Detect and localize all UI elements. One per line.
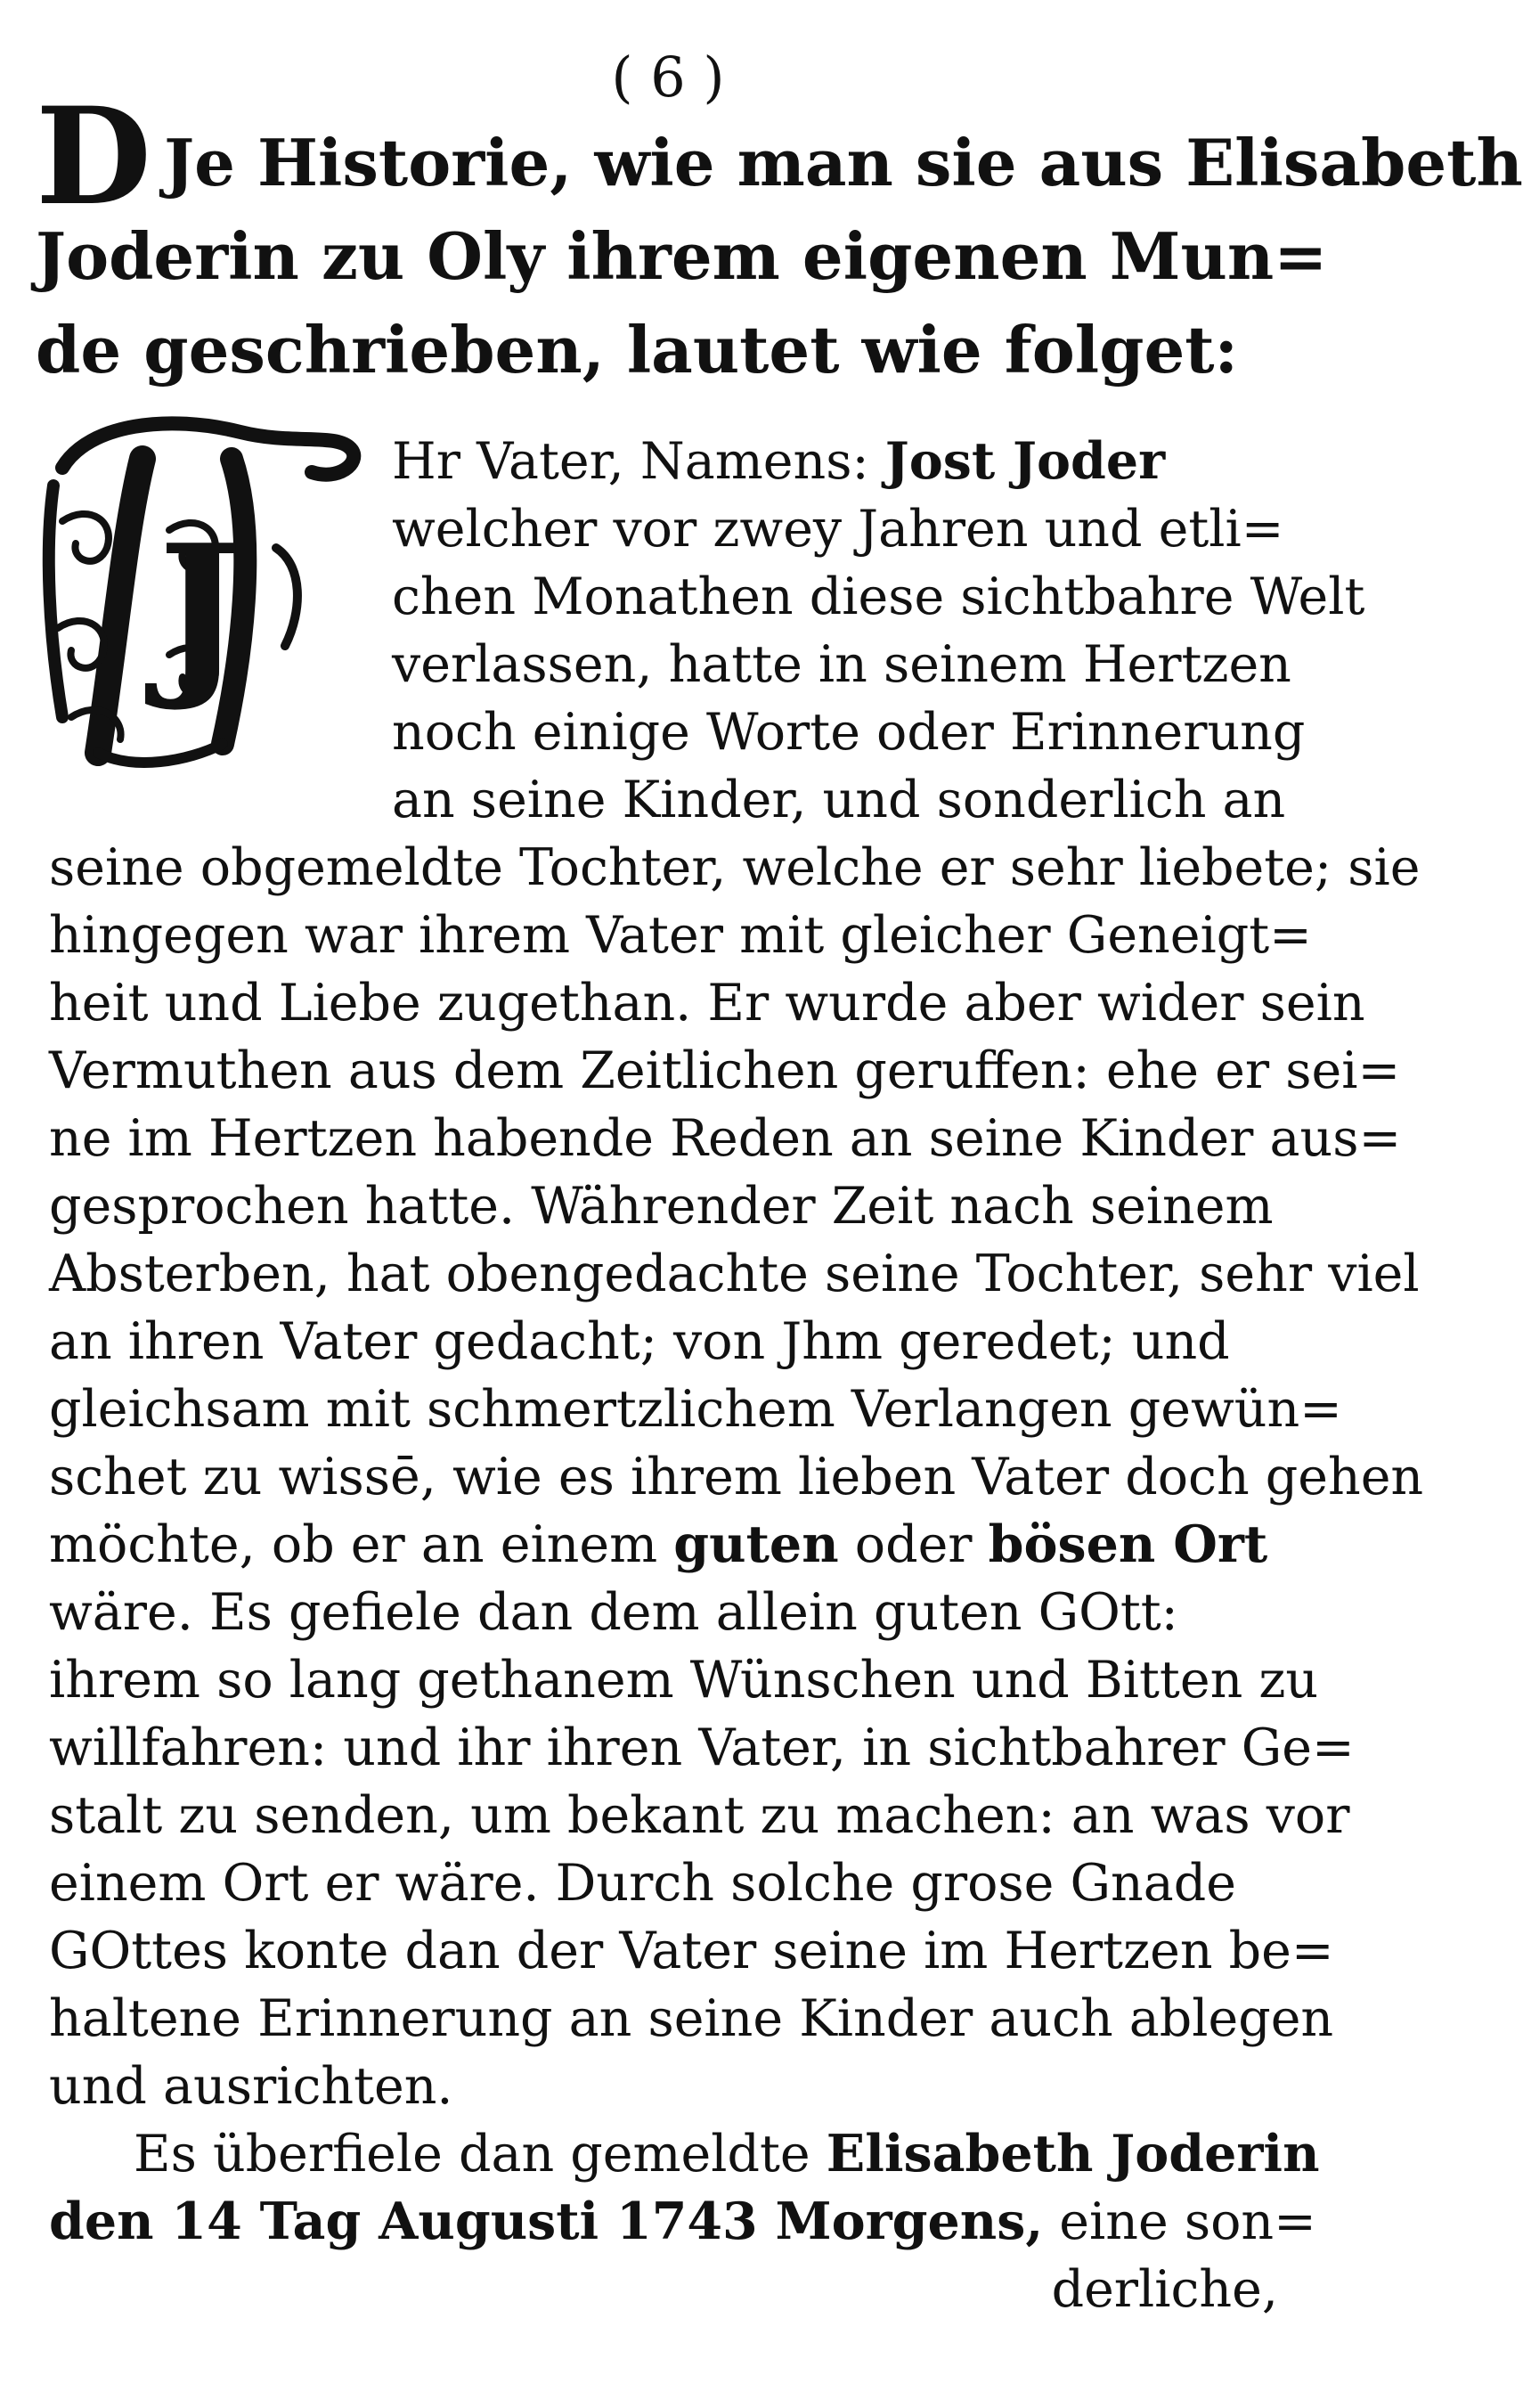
heading-line-2: Joderin zu Oly ihrem eigenen Mun= <box>36 218 1328 294</box>
body-line: gleichsam mit schmertzlichem Verlangen gewün= <box>49 1380 1342 1439</box>
catchword: derliche, <box>1051 2260 1278 2319</box>
body-line: an seine Kinder, und sonderlich an <box>392 771 1286 829</box>
heading-line-3: de geschrieben, lautet wie folget: <box>36 312 1239 388</box>
body-line: ihrem so lang gethanem Wünschen und Bitten zu <box>49 1651 1319 1710</box>
body-line: seine obgemeldte Tochter, welche er sehr liebete; sie <box>49 838 1421 897</box>
body-line: willfahren: und ihr ihren Vater, in sichtbahrer Ge= <box>49 1718 1355 1777</box>
body-line: heit und Liebe zugethan. Er wurde aber wider sein <box>49 974 1365 1033</box>
emphasis-boesen-ort: bösen Ort <box>988 1514 1268 1574</box>
body-line: Es überfiele dan gemeldte Elisabeth Joderin <box>134 2124 1320 2184</box>
name-elisabeth-joderin: Elisabeth Joderin <box>826 2124 1320 2184</box>
body-line: chen Monathen diese sichtbahre Welt <box>392 567 1365 626</box>
emphasis-guten: guten <box>673 1514 839 1574</box>
date-emphasis: den 14 Tag Augusti 1743 Morgens, <box>49 2192 1044 2251</box>
body-line: schet zu wissē, wie es ihrem lieben Vater doch gehen <box>49 1448 1424 1506</box>
body-text <box>49 428 1424 2323</box>
body-line: GOttes konte dan der Vater seine im Hertzen be= <box>49 1922 1334 1980</box>
body-line: hingegen war ihrem Vater mit gleicher Geneigt= <box>49 906 1312 965</box>
body-line: einem Ort er wäre. Durch solche grose Gnade <box>49 1854 1236 1913</box>
body-line: gesprochen hatte. Währender Zeit nach seinem <box>49 1177 1274 1236</box>
body-line: möchte, ob er an einem guten oder bösen Ort <box>49 1514 1268 1574</box>
body-line: ne im Hertzen habende Reden an seine Kinder aus= <box>49 1109 1402 1168</box>
body-line: verlassen, hatte in seinem Hertzen <box>392 635 1291 694</box>
body-line: haltene Erinnerung an seine Kinder auch ablegen <box>49 1989 1334 2048</box>
page-number: ( 6 ) <box>611 45 725 110</box>
body-line: den 14 Tag Augusti 1743 Morgens, eine son= <box>49 2192 1316 2251</box>
heading <box>36 78 1523 396</box>
name-jost-joder: Jost Joder <box>884 431 1166 491</box>
body-line: welcher vor zwey Jahren und etli= <box>392 500 1284 559</box>
body-line: wäre. Es gefiele dan dem allein guten GOtt: <box>49 1583 1178 1642</box>
body-line: stalt zu senden, um bekant zu machen: an was vor <box>49 1786 1350 1845</box>
body-line: Vermuthen aus dem Zeitlichen geruffen: ehe er sei= <box>49 1041 1401 1100</box>
body-line: noch einige Worte oder Erinnerung <box>392 703 1306 762</box>
ornamental-initial-glyph: J <box>158 506 243 715</box>
heading-line-1: Je Historie, wie man sie aus Elisabeth <box>164 125 1523 200</box>
body-line: Absterben, hat obengedachte seine Tochter, sehr viel <box>49 1245 1420 1303</box>
body-line: an ihren Vater gedacht; von Jhm geredet; und <box>49 1312 1230 1371</box>
body-line: und ausrichten. <box>49 2057 453 2116</box>
body-line: Hr Vater, Namens: Jost Joder <box>392 431 1166 491</box>
heading-initial: D <box>36 78 152 235</box>
